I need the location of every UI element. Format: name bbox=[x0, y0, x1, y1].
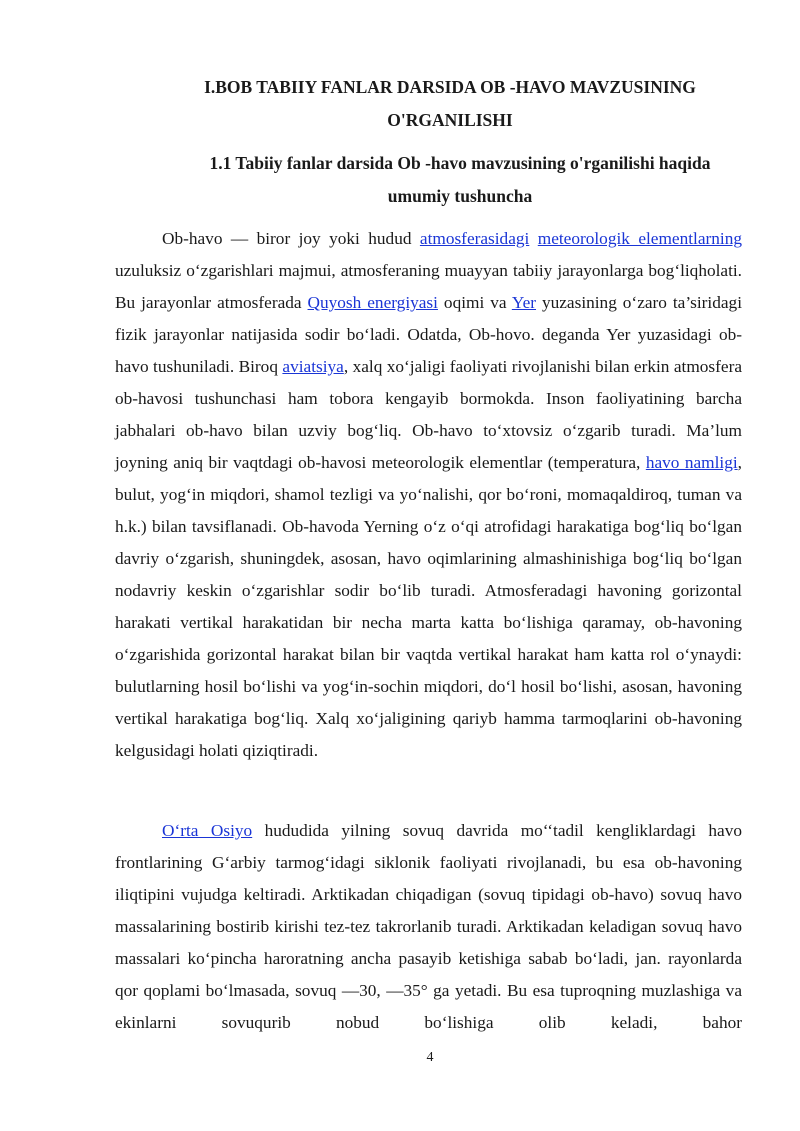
section-heading-line1: 1.1 Tabiiy fanlar darsida Ob -havo mavzusining o'rganilishi haqida bbox=[209, 153, 711, 173]
link-aviatsiya[interactable]: aviatsiya bbox=[282, 357, 344, 376]
section-heading-line2: umumiy tushuncha bbox=[387, 186, 533, 206]
link-atmosferasidagi[interactable]: atmosferasidagi bbox=[419, 229, 530, 248]
paragraph-text bbox=[529, 229, 537, 248]
paragraph-text: , xalq xo‘jaligi faoliyati rivojlanishi bilan erkin atmosfera ob-havosi tushunchasi ham tobora kengayib bormokda. Inson faoliyatining barcha jabhalari ob-havo bilan uzviy bog‘liq. Ob-havo to‘xtovsiz o‘zgarib turadi. Ma’lum joyning aniq bir vaqtdagi ob-havosi meteorologik elementlar (temperatura, bbox=[115, 357, 743, 472]
paragraph-text: oqimi va bbox=[437, 293, 512, 312]
paragraph-2 bbox=[115, 815, 742, 1039]
link-yer[interactable]: Yer bbox=[511, 293, 537, 312]
paragraph-text: yuzasining o‘zaro ta’siridagi fizik jarayonlar natijasida sodir bo‘ladi. Odatda, Ob-hovo. deganda Yer yuzasidagi ob-havo tushuniladi. Biroq bbox=[115, 293, 742, 376]
chapter-heading-line2: O'RGANILISHI bbox=[387, 110, 513, 130]
paragraph-text: , bulut, yog‘in miqdori, shamol tezligi va yo‘nalishi, qor bo‘roni, momaqaldiroq, tuman va h.k.) bilan tavsiflanadi. Ob-havoda Yerning o‘z o‘qi atrofidagi harakatiga bog‘liq bo‘lgan davriy o‘zgarish, shuningdek, asosan, havo oqimlarining almashinishiga bog‘liq bo‘lgan nodavriy keskin o‘zgarishlar sodir bo‘lib turadi. Atmosferadagi havoning gorizontal harakati vertikal harakatidan bir necha marta katta bo‘lishiga qaramay, ob-havoning o‘zgarishida gorizontal harakat bilan bir vaqtda vertikal harakat ham katta rol o‘ynaydi: bulutlarning hosil bo‘lishi va yog‘in-sochin miqdori, do‘l hosil bo‘lishi, asosan, havoning vertikal harakatiga bog‘liq. Xalq xo‘jaligining qariyb hamma tarmoqlarini ob-havoning kelgusidagi holati qiziqtiradi. bbox=[115, 453, 742, 760]
link-quyosh-energiyasi[interactable]: Quyosh energiyasi bbox=[307, 293, 438, 312]
paragraph-text: hududida yilning sovuq davrida mo‘‘tadil kengliklardagi havo frontlarining G‘arbiy tarmog‘idagi siklonik faoliyati rivojlanadi, bu esa ob-havoning iliqtipini vujudga keltiradi. Arktikadan chiqadigan (sovuq tipidagi ob-havo) sovuq havo massalarining bostirib kirishi tez-tez takrorlanib turadi. Arktikadan keladigan sovuq havo massalari ko‘pincha haroratning ancha pasayib ketishiga sabab bo‘ladi, jan. rayonlarda qor qoplami bo‘lmasada, sovuq —30, —35° ga yetadi. Bu esa tuproqning muzlashiga va ekinlarni sovuqurib nobud bo‘lishiga olib keladi, bahor bbox=[115, 821, 742, 1032]
paragraph-1 bbox=[115, 223, 742, 767]
link-orta-osiyo[interactable]: O‘rta Osiyo bbox=[162, 821, 253, 840]
chapter-heading-line1: I.BOB TABIIY FANLAR DARSIDA OB -HAVO MAVZUSINING bbox=[204, 77, 696, 97]
chapter-heading bbox=[150, 71, 750, 137]
section-heading bbox=[170, 147, 750, 213]
link-havo-namligi[interactable]: havo namligi bbox=[645, 453, 738, 472]
paragraph-text: Ob-havo — biror joy yoki hudud bbox=[162, 229, 420, 248]
link-meteorologik-elementlarning[interactable]: meteorologik elementlarning bbox=[537, 229, 742, 248]
page-number: 4 bbox=[426, 1050, 434, 1065]
paragraph-text: uzuluksiz o‘zgarishlari majmui, atmosferaning muayyan tabiiy jarayonlarga bog‘liqholati. Bu jarayonlar atmosferada bbox=[115, 261, 742, 312]
